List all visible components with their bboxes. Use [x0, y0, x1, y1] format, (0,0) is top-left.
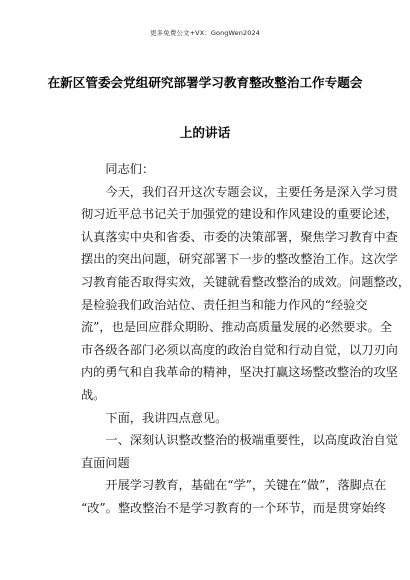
- document-body: [81, 158, 410, 520]
- paragraph-line: 今天，我们召开这次专题会议，主要任务是深入学习贯: [105, 184, 398, 199]
- paragraph-line: 开展学习教育，基础在“学”，关键在“做”，落脚点在: [105, 478, 387, 493]
- document-title: 在新区管委会党组研究部署学习教育整改整治工作专题会: [47, 75, 363, 90]
- paragraph-line: 市各级各部门必须以高度的政治自觉和行动自觉，以刀刃向: [81, 342, 398, 357]
- paragraph-line: 一、深刻认识整改整治的极端重要性，以高度政治自觉: [105, 433, 398, 448]
- paragraph-line: 战。: [81, 387, 106, 402]
- header-note: 更多免费公文+VX：GongWen2024: [150, 29, 260, 37]
- greeting: 同志们：: [105, 162, 155, 176]
- document-subtitle: 上的讲话: [179, 125, 231, 140]
- paragraph-line: 是检验我们政治站位、责任担当和能力作风的“经验交: [81, 297, 368, 312]
- paragraph-line: 流”，也是回应群众期盼、推动高质量发展的必然要求。全: [81, 320, 392, 335]
- paragraph-line: 下面，我讲四点意见。: [105, 410, 228, 425]
- paragraph-1: [81, 181, 410, 407]
- paragraph-3: [81, 474, 387, 519]
- paragraph-2: [81, 407, 331, 430]
- section-heading-1: [81, 429, 398, 474]
- paragraph-line: 彻习近平总书记关于加强党的建设和作风建设的重要论述，: [81, 207, 398, 222]
- paragraph-line: 习教育能否取得实效，关键就看整改整治的成效。问题整改，: [81, 274, 410, 289]
- paragraph-line: 内的勇气和自我革命的精神，坚决打赢这场整改整治的攻坚: [81, 365, 398, 380]
- paragraph-line: 摆出的突出问题，研究部署下一步的整改整治工作。这次学: [81, 252, 398, 267]
- paragraph-line: 认真落实中央和省委、市委的决策部署，聚焦学习教育中查: [81, 229, 398, 244]
- paragraph-line: “改”。整改整治不是学习教育的一个环节，而是贯穿始终: [81, 500, 386, 515]
- paragraph-line: 直面问题: [81, 455, 130, 470]
